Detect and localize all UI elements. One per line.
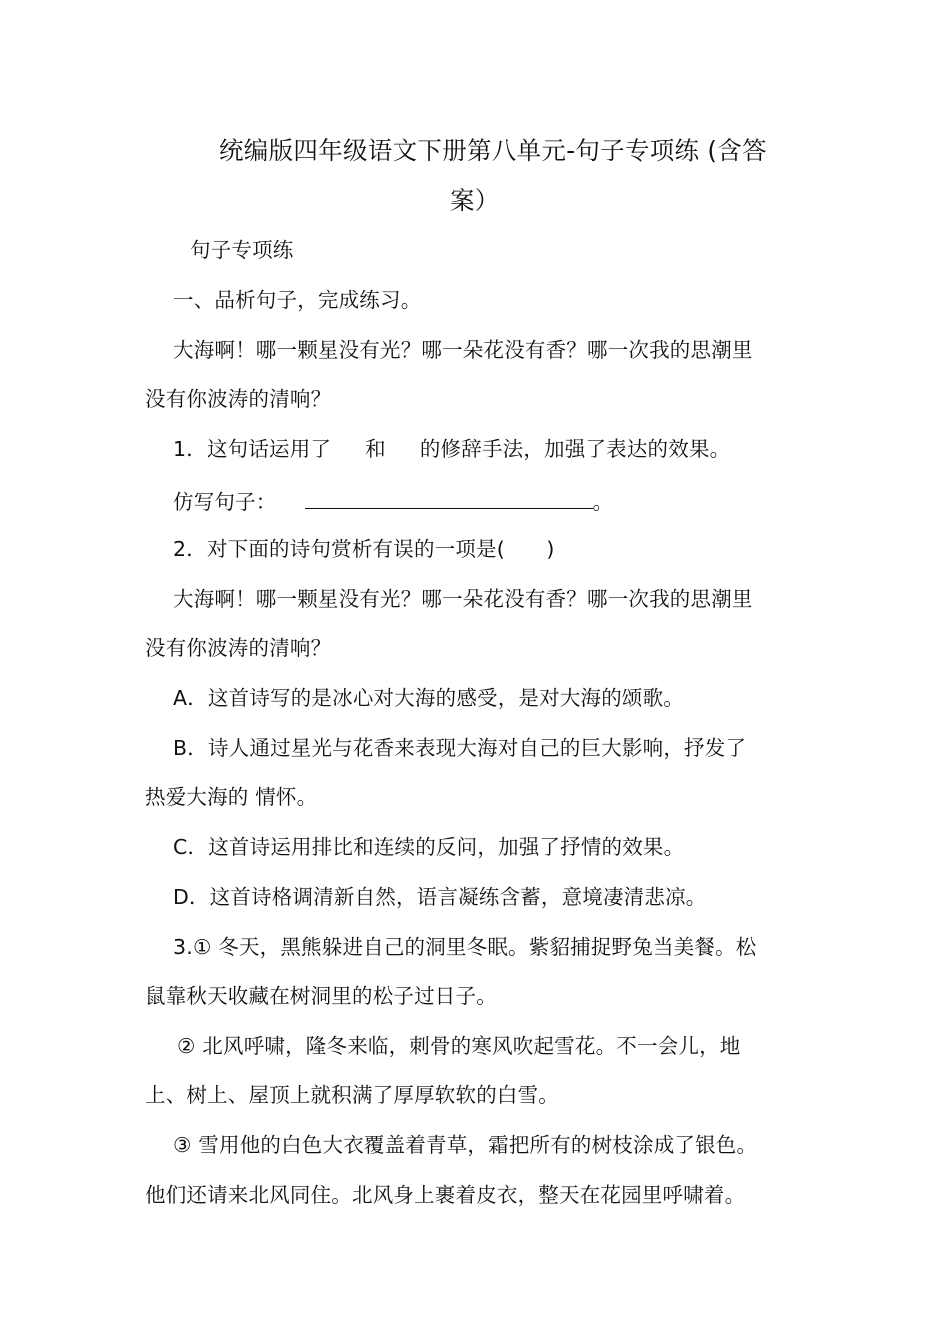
- imitate-label: 仿写句子：: [173, 490, 277, 514]
- subtitle: 句子专项练: [190, 238, 294, 262]
- title-line-2: 案）: [450, 186, 500, 215]
- option-a: A．这首诗写的是冰心对大海的感受，是对大海的颂歌。: [173, 686, 685, 710]
- imitate-sentence: [173, 486, 613, 515]
- section-heading: 一、品析句子，完成练习。: [173, 288, 422, 312]
- question-3-line-2: 鼠靠秋天收藏在树洞里的松子过日子。: [145, 984, 497, 1008]
- paragraph-2-line-2: 上、树上、屋顶上就积满了厚厚软软的白雪。: [145, 1083, 559, 1107]
- paragraph-3-line-1: ③ 雪用他的白色大衣覆盖着青草，霜把所有的树枝涂成了银色。: [173, 1133, 758, 1157]
- question-3-line-1: 3.① 冬天，黑熊躲进自己的洞里冬眠。紫貂捕捉野兔当美餐。松: [173, 935, 757, 959]
- option-d: D．这首诗格调清新自然，语言凝练含蓄，意境凄清悲凉。: [173, 885, 707, 909]
- paragraph-3-line-2: 他们还请来北风同住。北风身上裹着皮衣，整天在花园里呼啸着。: [145, 1183, 746, 1207]
- question-1-suffix: 的修辞手法，加强了表达的效果。: [419, 437, 731, 461]
- paragraph-2-line-1: ② 北风呼啸，隆冬来临，刺骨的寒风吹起雪花。不一会儿，地: [177, 1034, 741, 1058]
- poem-line: 大海啊！哪一颗星没有光？哪一朵花没有香？哪一次我的思潮里: [173, 338, 753, 362]
- option-c: C．这首诗运用排比和连续的反问，加强了抒情的效果。: [173, 835, 685, 859]
- question-2: 2．对下面的诗句赏析有误的一项是( ): [173, 537, 555, 561]
- poem-line: 没有你波涛的清响？: [145, 636, 332, 660]
- title-line-1: 统编版四年级语文下册第八单元-句子专项练 (含答: [219, 136, 767, 165]
- imitate-end: 。: [592, 490, 614, 514]
- question-1-and: 和: [365, 437, 386, 461]
- option-b-line-2: 热爱大海的 情怀。: [145, 785, 318, 809]
- question-1-prefix: 1．这句话运用了: [173, 437, 332, 461]
- answer-underline: [305, 486, 593, 509]
- poem-line: 没有你波涛的清响？: [145, 387, 332, 411]
- question-1: [173, 436, 730, 462]
- option-b-line-1: B．诗人通过星光与花香来表现大海对自己的巨大影响，抒发了: [173, 736, 747, 760]
- poem-line: 大海啊！哪一颗星没有光？哪一朵花没有香？哪一次我的思潮里: [173, 587, 753, 611]
